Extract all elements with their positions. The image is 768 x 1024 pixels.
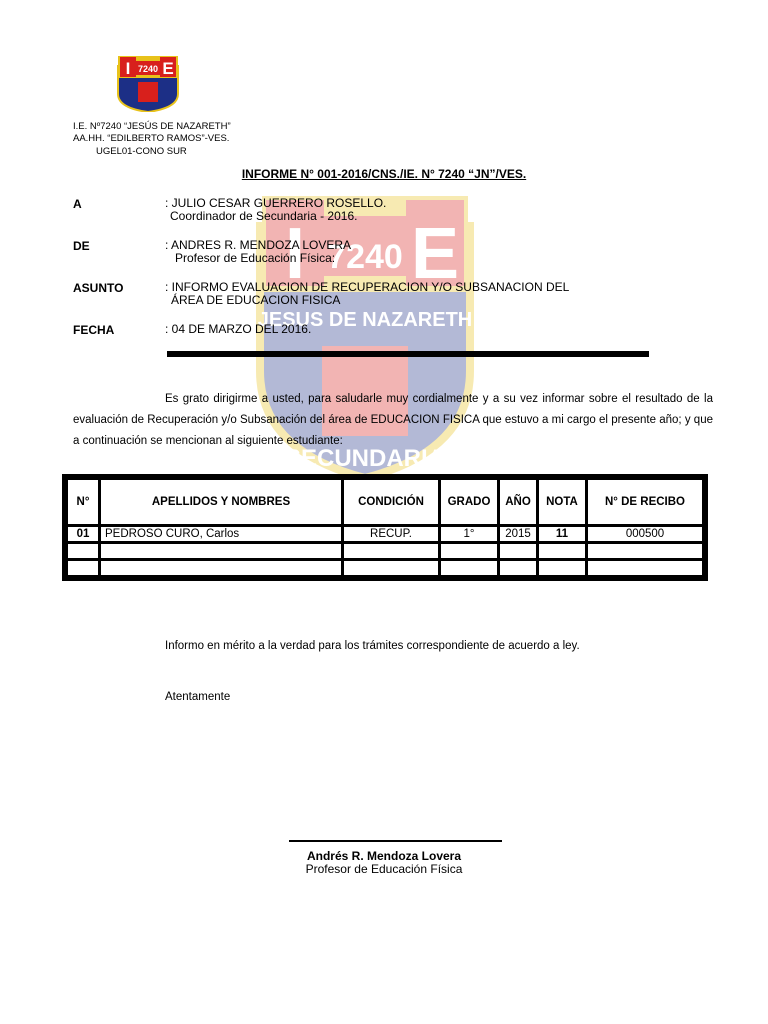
school-address: AA.HH. “EDILBERTO RAMOS”-VES.	[73, 133, 230, 144]
school-name: I.E. Nº7240 “JESÚS DE NAZARETH”	[73, 121, 231, 132]
table-header-row	[65, 477, 705, 526]
col-number: N°	[65, 477, 100, 526]
body-text: Es grato dirigirme a usted, para saludarle muy cordialmente y a su vez informar sobre el resultado de la evaluación de Recuperación y/o Subsanación del área de EDUCACION FISICA que estuvo a mi cargo el presente año; y que a continuación se mencionan al siguiente estudiante:	[73, 393, 713, 447]
cell-score	[538, 543, 587, 560]
svg-text:7240: 7240	[327, 238, 403, 276]
cell-receipt	[587, 560, 706, 579]
farewell: Atentamente	[165, 691, 231, 703]
svg-text:SECUNDARIA: SECUNDARIA	[284, 445, 446, 472]
svg-text:7240: 7240	[137, 64, 159, 74]
col-condition: CONDICIÓN	[343, 477, 440, 526]
closing-statement: Informo en mérito a la verdad para los trámites correspondiente de acuerdo a ley.	[165, 640, 580, 652]
date-value: : 04 DE MARZO DEL 2016.	[165, 322, 312, 336]
to-label: A	[73, 197, 82, 211]
col-grade-score: NOTA	[538, 477, 587, 526]
table-row	[65, 543, 705, 560]
school-logo	[114, 56, 182, 112]
report-title: INFORME N° 001-2016/CNS./IE. N° 7240 “JN”/VES.	[241, 167, 527, 181]
col-receipt: N° DE RECIBO	[587, 477, 706, 526]
svg-text:E: E	[162, 59, 174, 78]
cell-year: 2015	[499, 526, 538, 543]
cell-score: 11	[538, 526, 587, 543]
ugel-line: UGEL01-CONO SUR	[96, 146, 187, 157]
svg-text:JESUS DE NAZARETH: JESUS DE NAZARETH	[257, 309, 473, 331]
cell-name	[100, 560, 343, 579]
table-row	[65, 560, 705, 579]
signature-line	[289, 840, 502, 842]
from-value: : ANDRES R. MENDOZA LOVERA	[165, 238, 352, 252]
svg-text:I: I	[125, 59, 131, 78]
signature-name: Andrés R. Mendoza Lovera	[306, 849, 462, 863]
cell-grade	[440, 560, 499, 579]
cell-grade: 1°	[440, 526, 499, 543]
to-role: Coordinador de Secundaria - 2016.	[170, 209, 358, 223]
cell-number: 01	[65, 526, 100, 543]
cell-condition	[343, 543, 440, 560]
cell-condition	[343, 560, 440, 579]
cell-receipt	[587, 543, 706, 560]
subject-line-2: ÁREA DE EDUCACION FISICA	[171, 293, 341, 307]
table-row	[65, 526, 705, 543]
date-label: FECHA	[73, 323, 115, 337]
subject-line-1: : INFORMO EVALUACION DE RECUPERACION Y/O SUBSANACION DEL	[165, 280, 570, 294]
col-name: APELLIDOS Y NOMBRES	[100, 477, 343, 526]
signature-role: Profesor de Educación Física	[305, 862, 463, 876]
col-year: AÑO	[499, 477, 538, 526]
cell-score	[538, 560, 587, 579]
subject-label: ASUNTO	[73, 281, 124, 295]
cell-condition: RECUP.	[343, 526, 440, 543]
cell-year	[499, 543, 538, 560]
students-table	[62, 474, 708, 581]
cell-number	[65, 560, 100, 579]
cell-grade	[440, 543, 499, 560]
from-label: DE	[73, 239, 90, 253]
to-value: : JULIO CESAR GUERRERO ROSELLO.	[165, 196, 387, 210]
col-grade: GRADO	[440, 477, 499, 526]
body-paragraph	[73, 389, 713, 452]
cell-name	[100, 543, 343, 560]
from-role: Profesor de Educación Física:	[175, 251, 336, 265]
cell-year	[499, 560, 538, 579]
svg-text:E: E	[410, 214, 460, 294]
svg-text:I: I	[284, 214, 306, 294]
cell-number	[65, 543, 100, 560]
header-divider	[167, 351, 649, 357]
cell-receipt: 000500	[587, 526, 706, 543]
cell-name: PEDROSO CURO, Carlos	[100, 526, 343, 543]
